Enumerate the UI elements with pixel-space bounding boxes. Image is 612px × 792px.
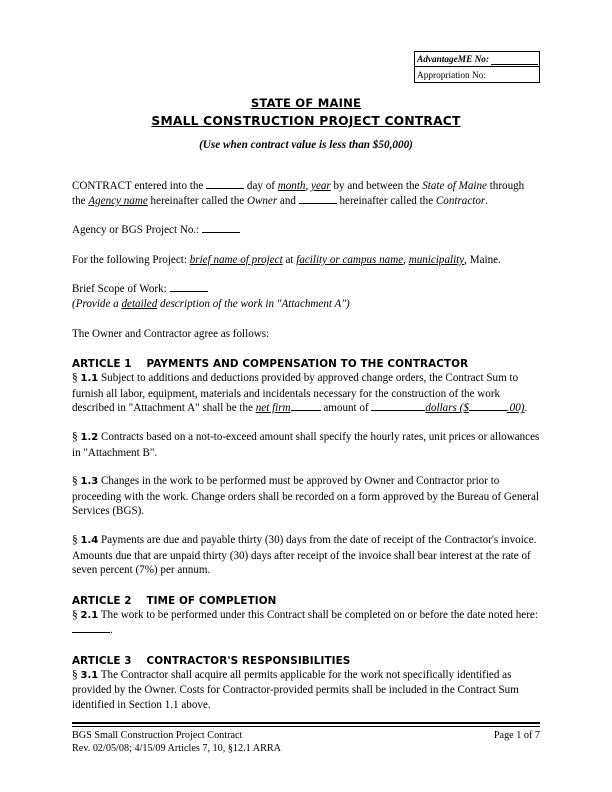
section-number: 3.1 xyxy=(80,669,99,681)
agreement-line: The Owner and Contractor agree as follows: xyxy=(72,327,270,340)
spacer xyxy=(72,519,540,533)
project-number-blank[interactable] xyxy=(202,232,240,233)
preamble-text-e: through the xyxy=(72,180,525,207)
scope-of-work-line xyxy=(72,282,540,297)
scope-note-detailed: detailed xyxy=(121,297,158,310)
reference-number-box xyxy=(414,51,540,83)
amount-figures-blank[interactable] xyxy=(469,410,507,411)
net-firm-trailing-blank[interactable] xyxy=(291,410,321,411)
scope-note-a: (Provide a xyxy=(72,297,122,310)
preamble-text-h: hereinafter called the xyxy=(336,194,436,207)
municipality-placeholder: municipality xyxy=(408,253,465,266)
preamble-text-c: , xyxy=(305,180,312,192)
section-1-4 xyxy=(72,533,540,578)
section-symbol: § xyxy=(72,430,78,443)
footer-revision: Rev. 02/05/08; 4/15/09 Articles 7, 10, §12.1 ARRA xyxy=(72,743,282,754)
spacer xyxy=(72,267,540,282)
preamble-paragraph xyxy=(72,179,540,208)
cents-placeholder: .00) xyxy=(506,402,525,415)
dollars-placeholder: dollars ($ xyxy=(425,402,469,415)
section-1-4-text: Payments are due and payable thirty (30) days from the date of receipt of the Contractor's invoice. Amounts due that are unpaid thirty (30) days after receipt of the invoice shall bear interest at the rate of seven percent (7%) per annum. xyxy=(72,533,537,577)
project-lead-text: For the following Project: xyxy=(72,253,190,266)
completion-date-blank[interactable] xyxy=(72,632,110,633)
article-3-heading: ARTICLE 3 CONTRACTOR'S RESPONSIBILITIES xyxy=(72,654,351,667)
advantage-no-row xyxy=(415,52,539,67)
article-1-heading: ARTICLE 1 PAYMENTS AND COMPENSATION TO THE CONTRACTOR xyxy=(72,358,469,371)
section-symbol: § xyxy=(72,372,78,385)
owner-text: Owner xyxy=(246,194,278,207)
contractor-name-blank[interactable] xyxy=(299,203,337,204)
document-subtitle: (Use when contract value is less than $50,000) xyxy=(199,139,413,151)
section-2-1 xyxy=(72,608,540,638)
advantage-no-label: AdvantageME No: xyxy=(417,55,490,65)
section-1-3 xyxy=(72,474,540,519)
spacer xyxy=(72,312,540,327)
spacer xyxy=(72,416,540,430)
section-1-3-text: Changes in the work to be performed must be approved by Owner and Contractor prior to proceeding with the work. Change orders shall be recorded on a form approved by the Bureau of General Services (BGS). xyxy=(72,475,540,518)
project-comma: , xyxy=(403,253,409,266)
contractor-text: Contractor xyxy=(435,194,486,207)
project-description-line xyxy=(72,253,540,268)
preamble-text-g: and xyxy=(277,194,299,207)
scope-label: Brief Scope of Work: xyxy=(72,283,170,296)
preamble-text-b: day of xyxy=(244,180,278,192)
preamble-text-d: by and between the xyxy=(330,180,423,192)
footer-document-name: BGS Small Construction Project Contract xyxy=(72,729,243,741)
section-symbol: § xyxy=(72,668,78,681)
scope-note-b: description of the work in "Attachment A") xyxy=(157,297,350,310)
section-symbol: § xyxy=(72,533,78,546)
section-number: 1.4 xyxy=(80,534,99,546)
section-symbol: § xyxy=(72,475,78,488)
section-3-1 xyxy=(72,668,540,713)
section-1-1-text-a: Subject to additions and deductions provided by approved change orders, the Contract Sum to furnish all labor, equipment, materials and incidentals necessary for the construction of the work described in "Attachment A" shall be the xyxy=(72,372,519,415)
section-1-1-period: . xyxy=(524,402,528,415)
preamble-text-a: CONTRACT entered into the xyxy=(72,180,207,192)
facility-placeholder: facility or campus name xyxy=(296,253,404,266)
section-1-2 xyxy=(72,430,540,460)
document-title xyxy=(0,94,612,130)
preamble-text-i: . xyxy=(485,194,488,207)
appropriation-no-field[interactable] xyxy=(488,71,538,81)
project-tail-text: , Maine. xyxy=(464,253,501,266)
project-at-text: at xyxy=(282,253,297,266)
section-3-1-text: The Contractor shall acquire all permits applicable for the work not specifically identified as provided by the Owner. Costs for Contractor-provided permits shall be included in the Contract Sum identified in Section 1.1 above. xyxy=(72,668,519,712)
appropriation-no-label: Appropriation No: xyxy=(417,71,486,81)
footer-page-number: Page 1 of 7 xyxy=(493,729,540,741)
article-2-heading: ARTICLE 2 TIME OF COMPLETION xyxy=(72,594,277,607)
section-number: 1.2 xyxy=(80,431,99,443)
section-number: 1.1 xyxy=(80,373,99,385)
spacer xyxy=(72,578,540,594)
footer-rule-thin xyxy=(72,726,540,727)
section-2-1-text: The work to be performed under this Contract shall be completed on or before the date noted here: xyxy=(98,608,538,621)
month-placeholder: month xyxy=(277,180,306,192)
footer-rule-thick xyxy=(72,722,540,724)
section-1-1-text-b: amount of xyxy=(320,402,372,415)
net-firm-placeholder: net firm xyxy=(255,402,291,415)
amount-words-blank[interactable] xyxy=(371,410,425,411)
project-number-line xyxy=(72,223,540,238)
title-line-2: SMALL CONSTRUCTION PROJECT CONTRACT xyxy=(151,114,461,128)
year-placeholder: year xyxy=(311,180,331,192)
section-number: 2.1 xyxy=(80,609,99,621)
brief-name-placeholder: brief name of project xyxy=(189,253,283,266)
scope-blank[interactable] xyxy=(170,291,208,292)
spacer xyxy=(72,638,540,654)
advantage-no-field[interactable] xyxy=(491,54,538,65)
preamble-text-f: hereinafter called the xyxy=(147,194,247,207)
document-body xyxy=(72,179,540,713)
spacer xyxy=(72,460,540,474)
page-footer xyxy=(72,722,540,755)
state-of-maine-text: State of Maine xyxy=(422,180,487,192)
spacer xyxy=(72,208,540,223)
footer-content xyxy=(72,729,540,756)
spacer xyxy=(72,238,540,253)
section-symbol: § xyxy=(72,608,78,621)
section-1-2-text: Contracts based on a not-to-exceed amount shall specify the hourly rates, unit prices or allowances in "Attachment B". xyxy=(72,430,540,459)
section-number: 1.3 xyxy=(80,476,99,488)
footer-left-block xyxy=(72,729,281,756)
title-line-1: STATE OF MAINE xyxy=(250,96,362,110)
scope-note xyxy=(72,297,540,312)
appropriation-no-row xyxy=(415,67,539,82)
spacer xyxy=(72,341,540,357)
day-blank[interactable] xyxy=(206,188,244,189)
section-1-1 xyxy=(72,371,540,416)
project-number-label: Agency or BGS Project No.: xyxy=(72,224,203,237)
section-2-1-period: . xyxy=(110,624,113,637)
agency-name-placeholder: Agency name xyxy=(88,194,148,207)
